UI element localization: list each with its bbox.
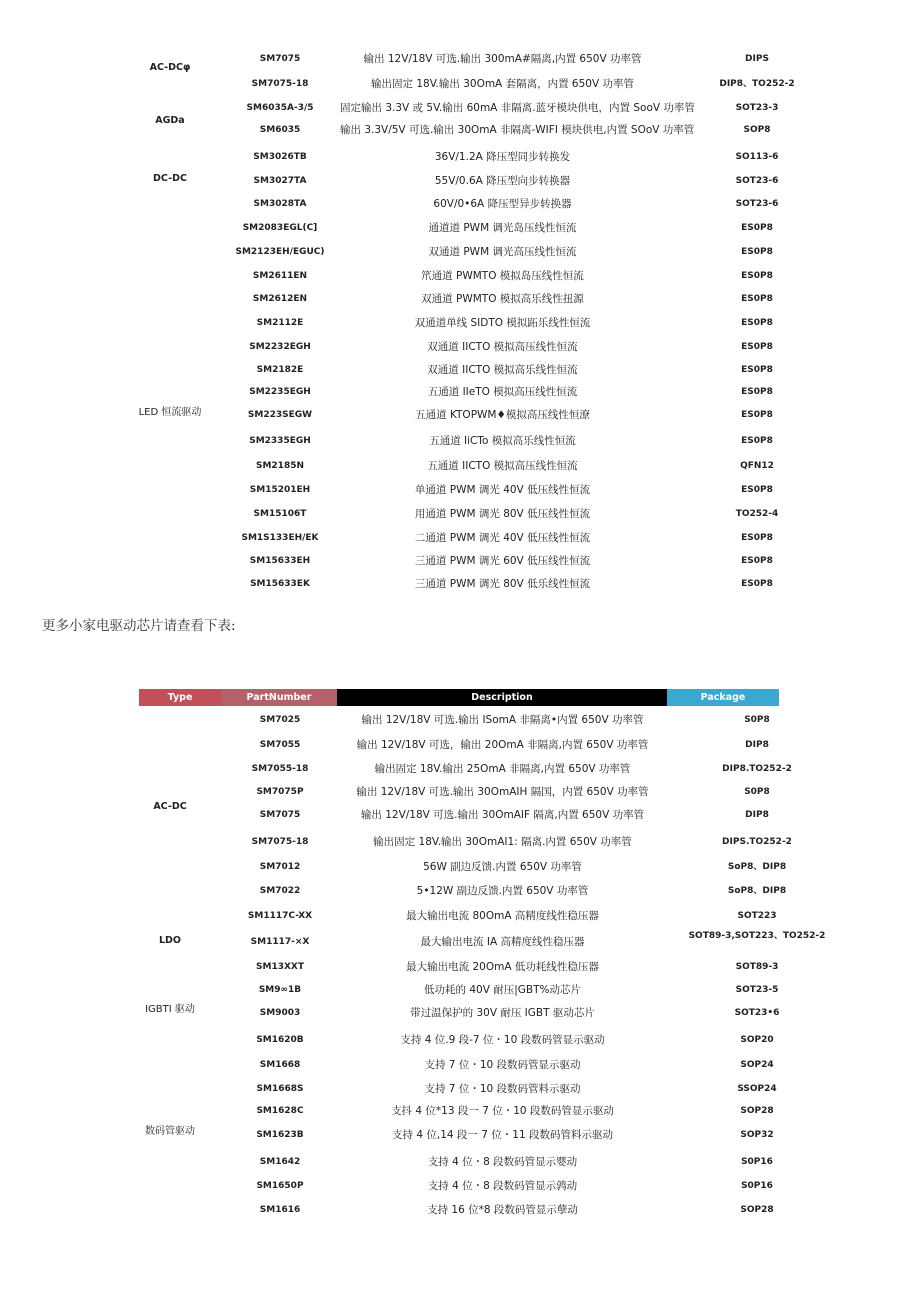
table-row bbox=[0, 146, 920, 168]
description: 二通道 PWM 调光 40V 低压线性恒流 bbox=[414, 532, 591, 544]
part-number: SM7012 bbox=[259, 862, 301, 872]
package: SoP8、DIP8 bbox=[727, 886, 787, 896]
table-row bbox=[0, 527, 920, 549]
table-row bbox=[0, 73, 920, 95]
description: 5•12W 副边反馈.内置 650V 功率管 bbox=[416, 885, 589, 897]
package: SOT23•6 bbox=[734, 1008, 780, 1018]
part-number: SM2182E bbox=[256, 365, 304, 375]
description: 56W 副边反馈.内置 650V 功率管 bbox=[423, 861, 582, 873]
package: SOP28 bbox=[740, 1205, 774, 1215]
package: DIPS bbox=[745, 54, 769, 64]
description: 双通道单线 SIDTO 模拟跖乐线性恒流 bbox=[414, 317, 591, 329]
type-label: DC-DC bbox=[153, 173, 187, 184]
part-number: SM7075 bbox=[259, 810, 301, 820]
type-label: 数码管驱动 bbox=[145, 1126, 195, 1137]
table-row bbox=[0, 1199, 920, 1221]
package: ES0P8 bbox=[741, 342, 773, 352]
table-row bbox=[0, 48, 920, 70]
part-number: SM7055 bbox=[259, 740, 301, 750]
part-number: SM2185N bbox=[255, 461, 305, 471]
part-number: SM6035A-3/5 bbox=[246, 103, 314, 113]
description: 支持 7 位・10 段数码管显示驱动 bbox=[424, 1059, 581, 1071]
table-row bbox=[0, 381, 920, 403]
part-number: SM2611EN bbox=[252, 271, 308, 281]
package: ES0P8 bbox=[741, 223, 773, 233]
package: S0P8 bbox=[744, 787, 770, 797]
table-row bbox=[0, 170, 920, 192]
description: 36V/1.2A 降压型同步转换发 bbox=[434, 151, 571, 163]
table-row bbox=[0, 265, 920, 287]
table-row bbox=[0, 241, 920, 263]
description: 输出 12V/18V 可选.输出 300mA#隔离,内置 650V 功率管 bbox=[363, 53, 642, 65]
part-number: SM1628C bbox=[256, 1106, 304, 1116]
table-row bbox=[0, 1002, 920, 1024]
part-number: SM1616 bbox=[259, 1205, 301, 1215]
type-label: LED 恒流驱动 bbox=[138, 407, 202, 418]
description: 输出固定 18V.输出 30OmA 套隔离，内置 650V 功率管 bbox=[371, 78, 634, 90]
package: SOT23-6 bbox=[735, 199, 779, 209]
part-number: SM1668S bbox=[256, 1084, 304, 1094]
header-description: Description bbox=[337, 689, 667, 706]
package: S0P16 bbox=[741, 1157, 773, 1167]
description: 输出 12V/18V 可选.输出 30OmAIH 隔国，内置 650V 功率管 bbox=[356, 786, 649, 798]
package: ES0P8 bbox=[741, 271, 773, 281]
description: 55V/0.6A 降压型向步转换器 bbox=[434, 175, 571, 187]
description: 固定输出 3.3V 或 5V.输出 60mA 非隔离.蓝牙模块供电，内置 SooV 功率管 bbox=[340, 102, 695, 114]
part-number: SM1668 bbox=[259, 1060, 301, 1070]
package: SOT23-3 bbox=[735, 103, 779, 113]
part-number: SM7025 bbox=[259, 715, 301, 725]
package: ES0P8 bbox=[741, 533, 773, 543]
table-row bbox=[0, 781, 920, 803]
table-row bbox=[0, 288, 920, 310]
description: 双通道 PWMTO 模拟高乐线性扭源 bbox=[421, 293, 584, 305]
part-number: SM3028TA bbox=[253, 199, 307, 209]
description: 五通道 KTOPWM♦模拟高压线性恒潦 bbox=[415, 409, 590, 421]
description: 支持 7 位・10 段数码管料示驱动 bbox=[424, 1083, 581, 1095]
table-row bbox=[0, 97, 920, 119]
part-number: SM3027TA bbox=[253, 176, 307, 186]
header-part-number: PartNumber bbox=[221, 689, 337, 706]
part-number: SM1642 bbox=[259, 1157, 301, 1167]
package: DIP8 bbox=[745, 740, 769, 750]
package: ES0P8 bbox=[741, 556, 773, 566]
description: 最大输出电流 IA 高精度线性稳压器 bbox=[420, 936, 585, 948]
description: 支持 4 位,14 段一 7 位・11 段数码管料示驱动 bbox=[392, 1129, 613, 1141]
table-row bbox=[0, 404, 920, 426]
description: 输出固定 18V.输出 25OmA 非隔离,内置 650V 功率管 bbox=[374, 763, 631, 775]
table-row bbox=[0, 430, 920, 452]
type-label: AC-DC bbox=[153, 801, 187, 812]
part-number: SM7075-18 bbox=[251, 79, 309, 89]
package: ES0P8 bbox=[741, 247, 773, 257]
package: SO113-6 bbox=[735, 152, 779, 162]
description: 输出 12V/18V 可选，输出 20OmA 非隔离,内置 650V 功率管 bbox=[356, 739, 649, 751]
description: 60V/0•6A 降压型异步转换器 bbox=[433, 198, 572, 210]
description: 输出 12V/18V 可选.输出 ISomA 非隔离•内置 650V 功率管 bbox=[361, 714, 644, 726]
description: 支持 4 位・8 段数码管显示鹑动 bbox=[427, 1180, 578, 1192]
package: SOP20 bbox=[740, 1035, 774, 1045]
package: SOT23-5 bbox=[735, 985, 779, 995]
package: SOT89-3 bbox=[735, 962, 779, 972]
part-number: SM2235EGH bbox=[249, 387, 311, 397]
table-row bbox=[0, 573, 920, 595]
description: 输出固定 18V.输出 30OmAI1: 隔离.内置 650V 功率管 bbox=[373, 836, 632, 848]
part-number: SM3026TB bbox=[253, 152, 307, 162]
part-number: SM7075P bbox=[256, 787, 304, 797]
description: 支持 4 位・8 段数码管显示婴动 bbox=[427, 1156, 578, 1168]
part-number: SM2083EGL(C] bbox=[242, 223, 318, 233]
part-number: SM2612EN bbox=[252, 294, 308, 304]
part-number: SM7022 bbox=[259, 886, 301, 896]
table-row bbox=[0, 905, 920, 927]
part-number: SM7055-18 bbox=[251, 764, 309, 774]
package: ES0P8 bbox=[741, 579, 773, 589]
table-row bbox=[0, 1054, 920, 1076]
type-label: AGDa bbox=[155, 115, 185, 126]
description: 双通道 PWM 调光高压线性恒流 bbox=[428, 246, 577, 258]
header-package: Package bbox=[667, 689, 779, 706]
package: DIPS.TO252-2 bbox=[722, 837, 792, 847]
part-number: SM1117C-XX bbox=[247, 911, 313, 921]
package: SSOP24 bbox=[737, 1084, 777, 1094]
table-row bbox=[0, 455, 920, 477]
part-number: SM1623B bbox=[256, 1130, 304, 1140]
description: 最大输出电流 20OmA 低功耗线性稳压器 bbox=[406, 961, 599, 973]
package: SOT23-6 bbox=[735, 176, 779, 186]
table-row bbox=[0, 193, 920, 215]
part-number: SM2335EGH bbox=[249, 436, 311, 446]
table-row bbox=[0, 479, 920, 501]
section-note: 更多小家电驱动芯片请查看下表: bbox=[42, 618, 236, 634]
table-row bbox=[0, 831, 920, 853]
part-number: SM15633EK bbox=[250, 579, 310, 589]
description: 三通道 PWM 调光 60V 低压线性恒流 bbox=[414, 555, 591, 567]
package: QFN12 bbox=[740, 461, 774, 471]
package: SOP28 bbox=[740, 1106, 774, 1116]
description: 带过温保护的 30V 耐压 IGBT 驱动芯片 bbox=[410, 1007, 595, 1019]
description: 双通道 IICTO 模拟高乐线性恒流 bbox=[427, 364, 578, 376]
table-row bbox=[0, 1100, 920, 1122]
description: 低功耗的 40V 耐压|GBT%动芯片 bbox=[424, 984, 581, 996]
table-row bbox=[0, 550, 920, 572]
part-number: SM2123EH/EGUC) bbox=[235, 247, 325, 257]
part-number: SM2232EGH bbox=[249, 342, 311, 352]
package: SOT223 bbox=[737, 911, 777, 921]
description: 单通道 PWM 调光 40V 低压线性恒流 bbox=[414, 484, 591, 496]
table-row bbox=[0, 312, 920, 334]
table-row bbox=[0, 880, 920, 902]
table-row bbox=[0, 979, 920, 1001]
header-type: Type bbox=[139, 689, 221, 706]
table-row bbox=[0, 1124, 920, 1146]
table-row bbox=[0, 709, 920, 731]
description: 笊通道 PWMTO 模拟岛压线性恒流 bbox=[421, 270, 584, 282]
package: ES0P8 bbox=[741, 294, 773, 304]
description: 输出 3.3V/5V 可选.输出 30OmA 非隔离-WIFI 模块供电,内置 SOoV 功率管 bbox=[340, 124, 695, 136]
package: ES0P8 bbox=[741, 485, 773, 495]
package: SOP24 bbox=[740, 1060, 774, 1070]
table-row bbox=[0, 359, 920, 381]
description: 五通道 IIeTO 模拟高压线性恒流 bbox=[427, 386, 578, 398]
table-row bbox=[0, 119, 920, 141]
description: 最大输出电流 80OmA 高精度线性稳压器 bbox=[406, 910, 599, 922]
part-number: SM6035 bbox=[259, 125, 301, 135]
table-row bbox=[0, 758, 920, 780]
part-number: SM2112E bbox=[256, 318, 304, 328]
description: 支持 4 位.9 段-7 位・10 段数码管显示驱动 bbox=[400, 1034, 605, 1046]
package: TO252-4 bbox=[735, 509, 779, 519]
table-row bbox=[0, 336, 920, 358]
package: SoP8、DIP8 bbox=[727, 862, 787, 872]
package: DIP8、TO252-2 bbox=[719, 79, 795, 89]
part-number: SM13XXT bbox=[256, 962, 304, 972]
package: ES0P8 bbox=[741, 387, 773, 397]
package: ES0P8 bbox=[741, 318, 773, 328]
type-label: AC-DCφ bbox=[149, 62, 191, 73]
table-row bbox=[0, 1151, 920, 1173]
package: S0P16 bbox=[741, 1181, 773, 1191]
table-row bbox=[0, 734, 920, 756]
part-number: SM1620B bbox=[256, 1035, 304, 1045]
description: 五通道 IiCTo 模拟高乐线性恒流 bbox=[429, 435, 576, 447]
part-number: SM7075-18 bbox=[251, 837, 309, 847]
package: ES0P8 bbox=[741, 410, 773, 420]
part-number: SM15201EH bbox=[249, 485, 311, 495]
part-number: SM15633EH bbox=[249, 556, 311, 566]
description: 支抖 4 位*13 段一 7 位・10 段数码管显示驱动 bbox=[391, 1105, 614, 1117]
description: 输出 12V/18V 可选.输出 30OmAIF 隔离,内置 650V 功率管 bbox=[360, 809, 645, 821]
part-number: SM1650P bbox=[256, 1181, 304, 1191]
package: SOP8 bbox=[743, 125, 771, 135]
description: 用通道 PWM 调光 80V 低压线性恒流 bbox=[414, 508, 591, 520]
package: S0P8 bbox=[744, 715, 770, 725]
description: 通道道 PWM 调光岛压线性恒流 bbox=[428, 222, 577, 234]
part-number: SM15106T bbox=[253, 509, 307, 519]
description: 五通道 IICTO 模拟高压线性恒流 bbox=[427, 460, 578, 472]
table-row bbox=[0, 1029, 920, 1051]
description: 双通道 IICTO 模拟高压线性恒流 bbox=[427, 341, 578, 353]
part-number: SM9∞1B bbox=[258, 985, 302, 995]
description: 支持 16 位*8 段数码管显示孽动 bbox=[427, 1204, 578, 1216]
table-row bbox=[0, 931, 920, 953]
table-row bbox=[0, 956, 920, 978]
table-row bbox=[0, 503, 920, 525]
package: SOT89-3,SOT223、TO252-2 bbox=[688, 931, 826, 941]
part-number: SM9003 bbox=[259, 1008, 301, 1018]
part-number: SM7075 bbox=[259, 54, 301, 64]
table-row bbox=[0, 856, 920, 878]
table-row bbox=[0, 217, 920, 239]
package: DIP8.TO252-2 bbox=[722, 764, 792, 774]
table-row bbox=[0, 1175, 920, 1197]
type-label: LDO bbox=[158, 935, 181, 946]
table-row bbox=[0, 804, 920, 826]
package: SOP32 bbox=[740, 1130, 774, 1140]
part-number: SM223SEGW bbox=[247, 410, 313, 420]
part-number: SM1S133EH/EK bbox=[241, 533, 319, 543]
type-label: IGBTI 驱动 bbox=[145, 1004, 195, 1015]
part-number: SM1117-×X bbox=[250, 937, 310, 947]
package: ES0P8 bbox=[741, 365, 773, 375]
description: 三通道 PWM 调光 80V 低乐线性恒流 bbox=[414, 578, 591, 590]
package: ES0P8 bbox=[741, 436, 773, 446]
package: DIP8 bbox=[745, 810, 769, 820]
table-row bbox=[0, 1078, 920, 1100]
